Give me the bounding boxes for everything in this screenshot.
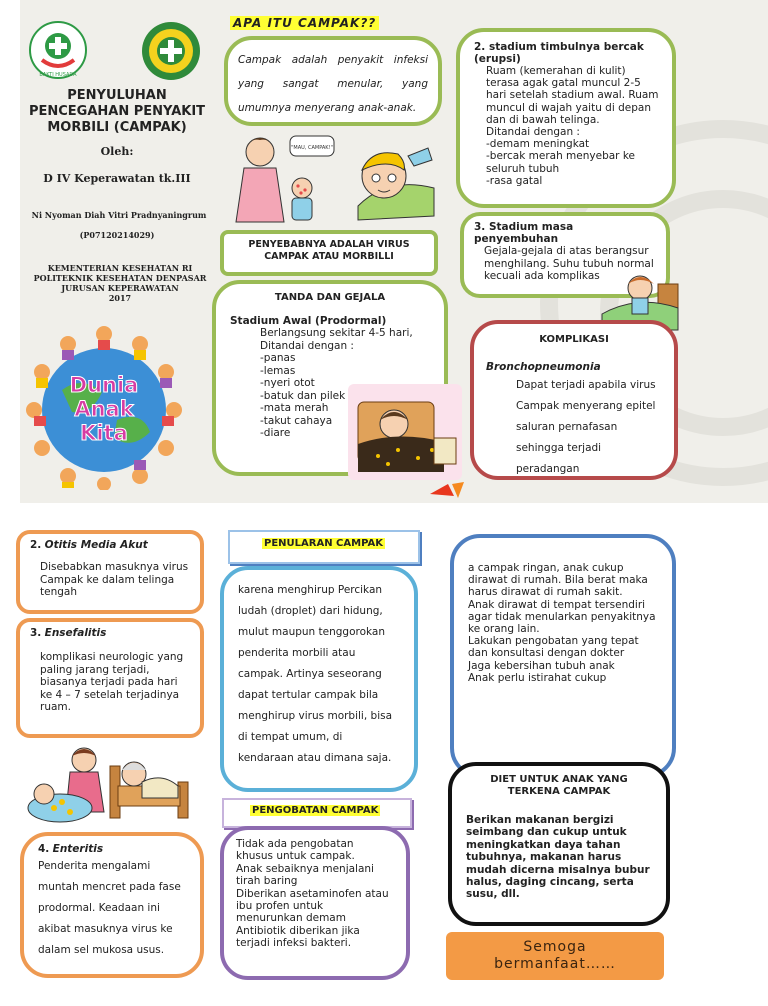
institution-line: KEMENTERIAN KESEHATAN RI <box>47 263 193 273</box>
pengobatan-line: tirah baring <box>236 875 298 888</box>
diet-heading: DIET UNTUK ANAK YANG TERKENA CAMPAK <box>490 774 628 797</box>
enteritis-line: prodormal. Keadaan ini <box>38 902 160 914</box>
otitis-num: 2. <box>30 539 42 551</box>
apa-heading: APA ITU CAMPAK?? <box>230 16 379 30</box>
stadium3-line: kecuali ada komplikas <box>484 270 600 282</box>
diet-line: meningkatkan daya tahan <box>466 838 621 851</box>
penularan-line: karena menghirup Percikan <box>238 584 383 596</box>
stadium3-line: menghilang. Suhu tubuh normal <box>484 257 654 270</box>
perawatan-line: ke orang lain. <box>468 623 540 636</box>
ensefalitis-title-row <box>30 627 200 639</box>
institution-line: POLITEKNIK KESEHATAN DENPASAR <box>33 273 207 283</box>
stadium2-line: Ditandai dengan : <box>486 126 580 139</box>
perawatan-line: a campak ringan, anak cukup <box>468 562 624 574</box>
stadium2-body <box>486 65 672 187</box>
logo-text: BAKTI HUSADA <box>39 72 77 78</box>
komplikasi-subheading: Bronchopneumonia <box>486 361 601 373</box>
apa-body: Campak adalah penyakit infeksi yang sangat menular, yang umumnya menyerang anak-anak. <box>238 54 428 114</box>
komplikasi-line: Campak menyerang epitel <box>516 400 656 412</box>
stadium2-line: muncul di wajah yaitu di depan <box>486 101 651 114</box>
otitis-title-row <box>30 539 200 551</box>
speech-bubble-text: "MAU, CAMPAK!" <box>291 145 333 151</box>
stadium2-line: seluruh tubuh <box>486 162 560 175</box>
penularan-body <box>238 580 414 769</box>
penularan-line: mulut maupun tenggorokan <box>238 626 386 638</box>
stage-intro <box>260 327 444 352</box>
otitis-box <box>16 530 204 614</box>
tanda-heading: TANDA DAN GEJALA <box>274 292 386 303</box>
enteritis-line: Penderita mengalami <box>38 860 151 872</box>
diet-line: mudah dicerna misalnya bubur <box>466 863 650 876</box>
pengobatan-line: Diberikan asetaminofen atau <box>236 887 389 900</box>
penularan-line: menghirup virus morbili, bisa <box>238 710 393 722</box>
closing-banner <box>446 932 664 980</box>
pengobatan-line: Antibiotik diberikan jika <box>236 924 360 937</box>
ensefalitis-line: komplikasi neurologic yang <box>40 651 184 663</box>
otitis-title: Otitis Media Akut <box>44 539 148 551</box>
enteritis-line: muntah mencret pada fase <box>38 881 181 893</box>
sick-boy-illustration <box>348 136 440 224</box>
poltekkes-emblem <box>140 20 202 82</box>
pengobatan-line: Anak sebaiknya menjalani <box>236 862 374 875</box>
cover-institution <box>20 263 220 303</box>
penularan-line: ludah (droplet) dari hidung, <box>238 605 383 617</box>
pengobatan-line: ibu profen untuk <box>236 900 324 913</box>
stadium2-box <box>456 28 676 208</box>
pengobatan-box <box>220 826 410 980</box>
stage-intro-line: Berlangsung sekitar 4-5 hari, <box>260 327 413 339</box>
stadium3-title: 3. Stadium masa penyembuhan <box>474 221 574 245</box>
institution-line: 2017 <box>108 293 132 303</box>
pengobatan-line: menurunkan demam <box>236 912 346 925</box>
komplikasi-line: Dapat terjadi apabila virus <box>516 379 656 391</box>
cover-author: Ni Nyoman Diah Vitri Pradnyaningrum <box>31 210 207 220</box>
diet-line: tubuhnya, makanan harus <box>466 851 622 864</box>
apa-box <box>224 36 442 126</box>
stage-intro-line: Ditandai dengan : <box>260 339 354 352</box>
pengobatan-line: Tidak ada pengobatan <box>236 838 354 850</box>
poster-word: Dunia <box>69 373 139 397</box>
mother-caring-illustration <box>24 742 108 828</box>
grandmother-bed-illustration <box>108 742 190 822</box>
enteritis-num: 4. <box>38 843 50 855</box>
ensefalitis-line: biasanya terjadi pada hari <box>40 676 178 688</box>
perawatan-line: Jaga kebersihan tubuh anak <box>468 659 615 672</box>
enteritis-title: Enteritis <box>52 843 104 855</box>
komplikasi-heading: KOMPLIKASI <box>539 334 609 345</box>
stadium2-line: hari setelah stadium awal. Ruam <box>486 89 659 102</box>
sick-child-bed-illustration <box>348 384 462 480</box>
penularan-heading-box <box>228 530 420 564</box>
perawatan-body <box>468 562 672 684</box>
pengobatan-body <box>236 838 406 950</box>
perawatan-line: agar tidak menularkan penyakitnya <box>468 610 656 623</box>
otitis-line: tengah <box>40 586 77 598</box>
penyebab-box <box>220 230 438 276</box>
decor-ribbon <box>428 480 466 500</box>
penularan-line: di tempat umum, di <box>238 731 343 743</box>
closing-text: Semoga bermanfaat…… <box>494 939 616 972</box>
ensefalitis-num: 3. <box>30 627 42 639</box>
ensefalitis-title: Ensefalitis <box>44 627 107 639</box>
enteritis-title-row <box>38 843 200 855</box>
penularan-heading: PENULARAN CAMPAK <box>264 538 383 549</box>
perawatan-line: Anak dirawat di tempat tersendiri <box>468 598 646 611</box>
institution-line: JURUSAN KEPERAWATAN <box>61 283 179 293</box>
stadium2-title: 2. stadium timbulnya bercak (erupsi) <box>474 41 644 65</box>
penyebab-text: PENYEBABNYA ADALAH VIRUS CAMPAK ATAU MORBILLI <box>248 239 410 262</box>
penularan-box <box>220 566 418 792</box>
enteritis-box <box>20 832 204 978</box>
poster-word: Kita <box>80 421 128 445</box>
pengobatan-heading-box <box>222 798 412 828</box>
symptom-item: -lemas <box>260 364 296 377</box>
otitis-line: Disebabkan masuknya virus <box>40 561 189 573</box>
pengobatan-line: khusus untuk campak. <box>236 850 355 863</box>
symptom-item: -batuk dan pilek <box>260 389 346 402</box>
perawatan-box <box>450 534 676 778</box>
penularan-line: kendaraan atau dimana saja. <box>238 752 392 764</box>
cover-title: PENYULUHAN PENCEGAHAN PENYAKIT MORBILI (CAMPAK) <box>28 88 206 135</box>
stadium2-line: terasa agak gatal muncul 2-5 <box>486 77 641 90</box>
enteritis-line: dalam sel mukosa usus. <box>38 944 165 956</box>
komplikasi-line: sehingga terjadi <box>516 442 602 454</box>
diet-box <box>448 762 670 926</box>
enteritis-body <box>38 856 200 961</box>
pengobatan-heading: PENGOBATAN CAMPAK <box>252 805 379 816</box>
ensefalitis-box <box>16 618 204 738</box>
stadium2-line: -bercak merah menyebar ke <box>486 150 635 163</box>
stadium2-line: dan di bawah telinga. <box>486 113 600 126</box>
symptom-item: -mata merah <box>260 402 329 414</box>
cover-by-label: Oleh: <box>100 145 134 158</box>
diet-line: halus, daging cincang, serta <box>466 876 634 889</box>
penularan-line: dapat tertular campak bila <box>238 689 379 701</box>
perawatan-line: dirawat di rumah. Bila berat maka <box>468 574 648 587</box>
ensefalitis-body <box>40 651 200 714</box>
ensefalitis-line: ruam. <box>40 701 71 713</box>
diet-line: susu, dll. <box>466 888 520 901</box>
mother-child-illustration <box>228 130 338 226</box>
komplikasi-line: peradangan <box>516 463 580 475</box>
stadium2-line: Ruam (kemerahan di kulit) <box>486 65 626 77</box>
diet-line: seimbang dan cukup untuk <box>466 826 627 839</box>
stadium3-line: Gejala-gejala di atas berangsur <box>484 245 649 257</box>
poster-word: Anak <box>74 397 134 421</box>
perawatan-line: Lakukan pengobatan yang tepat <box>468 635 639 648</box>
symptom-item: -panas <box>260 352 296 364</box>
cover-nim: (P07120214029) <box>79 230 155 240</box>
komplikasi-box <box>470 320 678 480</box>
diet-line: Berikan makanan bergizi <box>466 814 614 826</box>
enteritis-line: akibat masuknya virus ke <box>38 923 173 935</box>
symptom-item: -nyeri otot <box>260 377 315 389</box>
diet-body <box>466 814 666 901</box>
symptom-item: -takut cahaya <box>260 414 333 427</box>
otitis-body <box>40 561 200 599</box>
cover-group: D IV Keperawatan tk.III <box>43 172 191 185</box>
penularan-line: penderita morbili atau <box>238 647 356 659</box>
perawatan-line: harus dirawat di rumah sakit. <box>468 586 623 599</box>
stadium2-line: -rasa gatal <box>486 174 543 187</box>
stadium2-line: -demam meningkat <box>486 138 590 151</box>
dunia-anak-kita-illustration <box>22 320 186 490</box>
komplikasi-line: saluran pernafasan <box>516 421 618 433</box>
ensefalitis-line: paling jarang terjadi, <box>40 663 150 676</box>
stage-title: Stadium Awal (Prodormal) <box>230 315 387 327</box>
bakti-husada-logo <box>28 20 88 80</box>
perawatan-line: dan konsultasi dengan dokter <box>468 647 625 660</box>
pengobatan-line: terjadi infeksi bakteri. <box>236 937 352 950</box>
penularan-line: campak. Artinya seseorang <box>238 668 382 680</box>
perawatan-line: Anak perlu istirahat cukup <box>468 671 607 684</box>
symptom-item: -diare <box>260 427 291 439</box>
komplikasi-body <box>516 375 674 480</box>
ensefalitis-line: ke 4 – 7 setelah terjadinya <box>40 688 180 701</box>
otitis-line: Campak ke dalam telinga <box>40 573 175 586</box>
